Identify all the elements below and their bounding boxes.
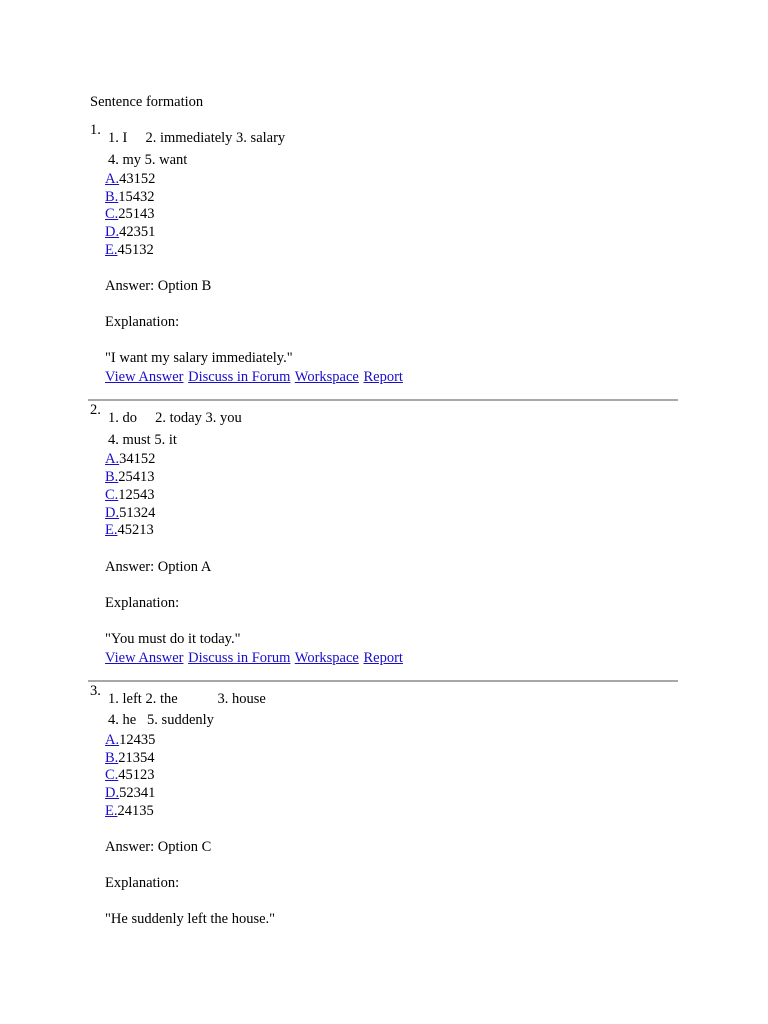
option-value: 43152 — [119, 171, 156, 187]
workspace-link[interactable]: Workspace — [294, 649, 359, 666]
question-line-1: 1. left 2. the 3. house — [108, 690, 266, 707]
option-value: 15432 — [118, 188, 155, 205]
option-value: 25143 — [118, 206, 155, 223]
option-value: 42351 — [119, 224, 156, 241]
question-line-1: 1. do 2. today 3. you — [108, 410, 242, 427]
answer-text: Answer: Option A — [105, 558, 212, 575]
options-list — [105, 732, 680, 820]
options-list — [105, 171, 680, 259]
option-value: 45123 — [118, 767, 155, 784]
option-value: 25413 — [118, 469, 155, 486]
option-e-link[interactable]: E. — [105, 241, 118, 258]
option-d — [105, 505, 680, 523]
report-link[interactable]: Report — [363, 649, 403, 666]
option-b-link[interactable]: B. — [105, 469, 119, 486]
option-value: 21354 — [118, 749, 155, 766]
option-value: 34152 — [119, 451, 156, 468]
question-line-2: 4. my 5. want — [108, 151, 188, 168]
option-a-link[interactable]: A. — [105, 171, 120, 187]
question-number: 2. — [90, 402, 101, 419]
page-title: Sentence formation — [90, 94, 204, 110]
option-c — [105, 767, 680, 785]
question-line-1: 1. I 2. immediately 3. salary — [108, 130, 286, 146]
option-d-link[interactable]: D. — [105, 224, 120, 241]
option-e-link[interactable]: E. — [105, 802, 118, 819]
view-answer-link[interactable]: View Answer — [105, 369, 184, 386]
option-e-link[interactable]: E. — [105, 522, 118, 539]
question-number: 1. — [90, 122, 101, 138]
discuss-in-forum-link[interactable]: Discuss in Forum — [188, 649, 291, 666]
option-a — [105, 171, 680, 189]
question-3 — [90, 682, 680, 928]
option-c — [105, 487, 680, 505]
option-value: 45132 — [117, 241, 154, 258]
workspace-link[interactable]: Workspace — [294, 369, 359, 386]
explanation-label: Explanation: — [105, 314, 180, 331]
view-answer-link[interactable]: View Answer — [105, 649, 184, 666]
option-e — [105, 242, 680, 260]
page — [90, 92, 680, 928]
option-e — [105, 522, 680, 540]
option-value: 52341 — [119, 784, 156, 801]
options-list — [105, 451, 680, 539]
question-1 — [90, 122, 680, 387]
explanation-label: Explanation: — [105, 594, 180, 611]
discuss-in-forum-link[interactable]: Discuss in Forum — [188, 369, 291, 386]
divider — [88, 680, 678, 682]
explanation-text: "He suddenly left the house." — [105, 911, 276, 928]
option-value: 24135 — [117, 802, 154, 819]
option-value: 45213 — [117, 522, 154, 539]
explanation-label: Explanation: — [105, 875, 180, 892]
option-e — [105, 803, 680, 821]
option-a — [105, 732, 680, 750]
question-number: 3. — [90, 682, 101, 699]
option-a-link[interactable]: A. — [105, 451, 120, 468]
option-d — [105, 224, 680, 242]
question-line-2: 4. he 5. suddenly — [108, 712, 214, 729]
answer-text: Answer: Option B — [105, 278, 212, 295]
option-c-link[interactable]: C. — [105, 767, 119, 784]
option-c-link[interactable]: C. — [105, 206, 119, 223]
question-links — [105, 648, 680, 668]
question-links — [105, 367, 680, 387]
question-line-2: 4. must 5. it — [108, 431, 177, 448]
divider — [88, 399, 678, 401]
option-c — [105, 206, 680, 224]
option-d — [105, 785, 680, 803]
explanation-text: "I want my salary immediately." — [105, 350, 293, 367]
option-value: 12435 — [119, 731, 156, 748]
explanation-text: "You must do it today." — [105, 630, 241, 647]
option-value: 51324 — [119, 504, 156, 521]
option-b-link[interactable]: B. — [105, 749, 119, 766]
option-b — [105, 750, 680, 768]
option-b-link[interactable]: B. — [105, 188, 119, 205]
option-a — [105, 451, 680, 469]
question-2 — [90, 402, 680, 667]
option-value: 12543 — [118, 486, 155, 503]
answer-text: Answer: Option C — [105, 839, 212, 856]
option-b — [105, 189, 680, 207]
option-d-link[interactable]: D. — [105, 504, 120, 521]
option-d-link[interactable]: D. — [105, 784, 120, 801]
option-b — [105, 469, 680, 487]
option-c-link[interactable]: C. — [105, 486, 119, 503]
report-link[interactable]: Report — [363, 369, 403, 386]
option-a-link[interactable]: A. — [105, 731, 120, 748]
